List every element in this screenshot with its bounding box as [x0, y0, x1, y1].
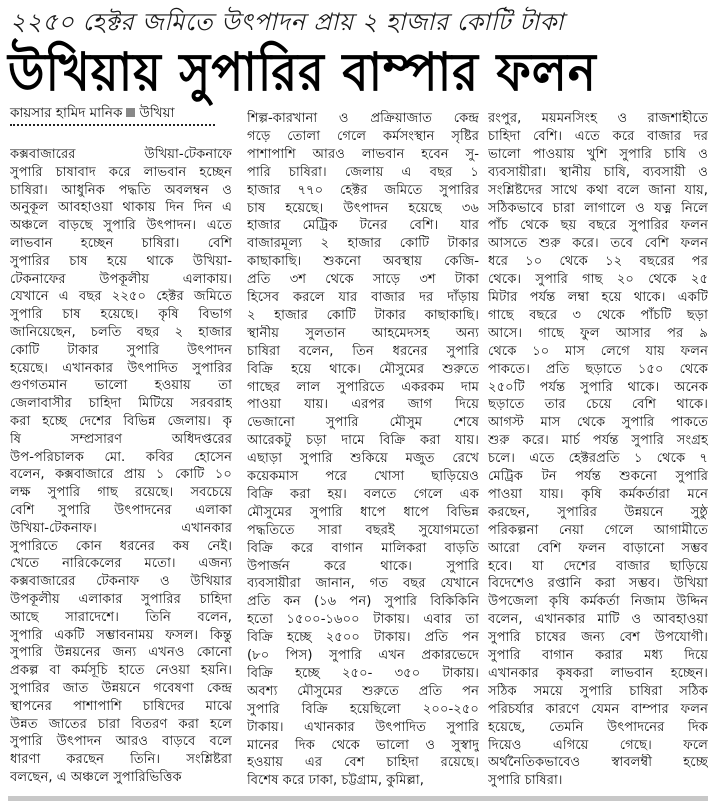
article-text-line: পদ্ধতিতে সারা বছরই সুযোগমতো [247, 522, 479, 538]
article-text-line: চাষ হয়েছে। উৎপাদন হয়েছে ৩৬ [247, 200, 479, 216]
article-text-line: মানের দিক থেকে ভালো ও সুস্বাদু [247, 737, 479, 753]
article-text-line: উপার্জন করে থাকে। সুপারি [247, 558, 479, 574]
article-text-line: সুপারি চাষ হয়েছে। কৃষি বিভাগ [10, 307, 232, 323]
article-text-line: বিক্রি হচ্ছে ২৫০- ৩৫০ টাকায়। [247, 665, 479, 681]
article-text-line: সঠিক সময়ে সুপারি চাষিরা সঠিক [488, 683, 708, 699]
article-text-line: সুপারির চাষ হয়ে থাকে উখিয়া- [10, 253, 232, 269]
article-text-line: অনুকূল আবহাওয়া থাকায় দিন দিন এ [10, 200, 232, 216]
article-text-line: চাষিরা বলেন, তিন ধরনের সুপারি [247, 343, 479, 359]
article-text-line: হাজার মেট্রিক টনের বেশি। যার [247, 218, 479, 234]
article-text-line: হাজার ৭৭০ হেক্টর জমিতে সুপারির [247, 182, 479, 198]
article-text-line: বিক্রি হচ্ছে ২৫০০ টাকায়। প্রতি পন [247, 630, 479, 646]
article-text-line: থেকে। সুপারি গাছ ২০ থেকে ২৫ [488, 272, 708, 288]
article-text-line: প্রতি ৩শ থেকে সাড়ে ৩শ টাকা [247, 272, 479, 288]
article-text-line: প্রতি কন (১৬ পন) সুপারি বিকিকিনি [247, 594, 479, 610]
article-text-line: বিক্রি করা হয়। বলতে গেলে এক [247, 486, 479, 502]
article-text-line: কাছাকাছি। শুকনো অবস্থায় কেজি- [247, 254, 479, 270]
article-text-line: সুপারিতে কোন ধরনের কষ নেই। [10, 538, 232, 554]
article-text-line: বলেন, এখানকার মাটি ও আবহাওয়া [488, 612, 708, 628]
article-text-line: ব্যবসায়ীরা। স্থানীয় চাষি, ব্যবসায়ী ও [488, 164, 708, 180]
article-text-line: সুপারি উৎপাদন আরও বাড়বে বলে [10, 734, 232, 750]
article-text-line: হওয়ায় এর বেশ চাহিদা রয়েছে। [247, 755, 479, 771]
byline-location: উখিয়া [139, 105, 175, 121]
article-text-line: কক্সবাজারের টেকনাফ ও উখিয়ার [10, 574, 232, 590]
article-text-line: সুপারি বাগান করার মধ্য দিয়ে [488, 648, 708, 663]
article-text-line: হিসেব করলে যার বাজার দর দাঁড়ায় [247, 290, 479, 305]
article-text-line: বিদেশেও রপ্তানি করা সম্ভব। উখিয়া [488, 576, 708, 592]
article-text-line: শুরু করে। মার্চ পর্যন্ত সুপারি সংগ্রহ [488, 433, 708, 449]
article-text-line: মৌসুমের সুপারি ধাপে ধাপে বিভিন্ন [247, 504, 479, 520]
article-text-line: পাশাপাশি আরও লাভবান হবেন সু- [247, 146, 479, 162]
article-text-line: টেকনাফের উপকূলীয় এলাকায়। [10, 271, 232, 287]
article-text-line: পাওয়া যায়। কৃষি কর্মকর্তারা মনে [488, 486, 708, 502]
article-text-line: চাহিদা বেশি। এতে করে বাজার দর [488, 128, 708, 144]
article-text-line: দিয়েও এগিয়ে গেছে। ফলে [488, 737, 708, 753]
article-text-line: উপকূলীয় এলাকার সুপারির চাহিদা [10, 592, 232, 607]
article-text-line: আরেকটু চড়া দামে বিক্রি করা যায়। [247, 433, 479, 449]
article-text-line: অঞ্চলে বাড়ছে সুপারি উৎপাদন। এতে [10, 218, 232, 234]
article-text-line: সুপারি একটি সম্ভাবনাময় ফসল। কিন্তু [10, 627, 232, 643]
article-text-line: বিক্রি হয়ে থাকে। মৌসুমের শুরুতে [247, 361, 479, 377]
article-text-line: ব্যবসায়ীরা জানান, গত বছর যেখানে [247, 576, 479, 592]
article-text-line: গাছের লাল সুপারিতে একরকম দাম [247, 379, 479, 395]
article-text-line: বলছেন, এ অঞ্চলে সুপারিভিত্তিক [10, 770, 182, 785]
article-text-line: হতো ১৫০০-১৬০০ টাকায়। এবার তা [247, 612, 479, 628]
article-text-line: হবে। যা দেশের বাজার ছাড়িয়ে [488, 558, 708, 574]
article-text-line: বলেন, কক্সবাজারে প্রায় ১ কোটি ১০ [10, 467, 232, 483]
article-text-line: সঠিকভাবে চারা লাগালে ও যত্ন নিলে [488, 200, 708, 216]
article-text-line: সুপারি বিক্রি হয়েছিলো ২০০-২৫০ [247, 701, 479, 717]
article-text-line: যেখানে এ বছর ২২৫০ হেক্টর জমিতে [10, 289, 232, 305]
article-text-line: সুপারি উন্নয়নের জন্য এখনও কোনো [10, 645, 232, 661]
article-text-line: আছে সারাদেশে। তিনি বলেন, [10, 609, 232, 625]
article-text-line: রংপুর, ময়মনসিংহ ও রাজশাহীতে [488, 111, 708, 126]
article-text-line: ধারণা করছেন তিনি। সংশ্লিষ্টরা [10, 752, 232, 768]
article-text-line: ষি সম্প্রসারণ অধিদপ্তরের [10, 431, 232, 447]
article-text-line: জানিয়েছেন, চলতি বছর ২ হাজার [10, 325, 232, 340]
article-headline: উখিয়ায় সুপারির বাম্পার ফলন [8, 42, 597, 104]
article-text-line: স্থাপনের পাশাপাশি চাষিদের মাঝে [10, 698, 232, 714]
article-text-line: এছাড়া সুপারি শুকিয়ে মজুত রেখে [247, 451, 479, 467]
byline-divider [10, 124, 215, 126]
article-text-line: বিক্রি করে বাগান মালিকরা বাড়তি [247, 540, 479, 556]
article-kicker: ২২৫০ হেক্টর জমিতে উৎপাদন প্রায় ২ হাজার কোটি টাকা [10, 8, 565, 36]
article-text-line: পাঁচ থেকে ছয় বছরে সুপারির ফলন [488, 218, 708, 234]
article-text-line: গুণগতমান ভালো হওয়ায় তা [10, 378, 232, 394]
article-text-line: উন্নত জাতের চারা বিতরণ করা হলে [10, 716, 232, 732]
article-text-line: আসে। গাছে ফুল আসার পর ৯ [488, 325, 708, 341]
article-text-line: বেশি সুপারি উৎপাদনের এলাকা [10, 503, 232, 518]
article-text-line: টাকায়। এখানকার উৎপাদিত সুপারি [247, 719, 479, 735]
article-text-line: পাওয়া যায়। এরপর জাগ দিয়ে [247, 397, 479, 413]
article-text-line: মেট্রিক টন পর্যন্ত শুকনো সুপারি [488, 469, 708, 484]
article-text-line: গাছে বছরে ৩ থেকে পাঁচটি ছড়া [488, 307, 708, 323]
article-text-line: ২৫০টি পর্যন্ত সুপারি থাকে। অনেক [488, 379, 708, 395]
article-text-line: স্থানীয় সুলতান আহমেদসহ অন্য [247, 325, 479, 341]
article-text-line: জেলাবাসীর চাহিদা মিটিয়ে সরবরাহ [10, 396, 232, 412]
article-text-line: শিল্প-কারখানা ও প্রক্রিয়াজাত কেন্দ্র [247, 111, 479, 126]
article-text-line: আগস্ট মাস থেকে সুপারি পাকতে [488, 415, 708, 431]
article-text-line: হয়েছে। এখানকার উৎপাদিত সুপারির [10, 360, 232, 376]
square-bullet-icon [126, 108, 135, 117]
article-text-line: সুপারি চাষের জন্য বেশ উপযোগী। [488, 630, 708, 646]
article-text-line: চলে। এতে হেক্টরপ্রতি ১ থেকে ৭ [488, 451, 708, 467]
article-text-line: পাকতে। প্রতি ছড়াতে ১৫০ থেকে [488, 361, 708, 377]
article-text-line: পারি চাষিরা। জেলায় এ বছর ১ [247, 164, 479, 180]
bottom-rule [8, 796, 708, 801]
article-text-line: কক্সবাজারের উখিয়া-টেকনাফে [10, 147, 232, 162]
byline [10, 104, 225, 122]
article-text-line: চাষিরা। আধুনিক পদ্ধতি অবলম্বন ও [10, 182, 232, 198]
article-text-line: অর্থনৈতিকভাবেও স্বাবলম্বী হচ্ছে [488, 755, 708, 771]
article-text-line: লক্ষ সুপারি গাছ রয়েছে। সবচেয়ে [10, 485, 232, 501]
article-text-line: আসতে শুরু করে। তবে বেশি ফলন [488, 236, 708, 252]
article-text-line: পরিকল্পনা নেয়া গেলে আগামীতে [488, 522, 708, 538]
article-text-line: করা হচ্ছে দেশের বিভিন্ন জেলায়। কৃ [10, 414, 232, 429]
article-text-line: ধরে ১০ থেকে ১২ বছরের পর [488, 254, 708, 270]
article-text-line: থেকে ১০ মাস লেগে যায় ফলন [488, 343, 708, 359]
article-text-line: লাভবান হচ্ছেন চাষিরা। বেশি [10, 236, 232, 251]
article-text-line: কোটি টাকার সুপারি উৎপাদন [10, 342, 232, 358]
article-text-line: সুপারির জাত উন্নয়নে গবেষণা কেন্দ্র [10, 681, 232, 696]
article-text-line: পরিচর্যার কারণে যেমন বাম্পার ফলন [488, 701, 708, 717]
article-text-line: ভালো পাওয়ায় খুশি সুপারি চাষি ও [488, 146, 708, 162]
article-text-line: (৮০ পিস) সুপারি এখন প্রকারভেদে [247, 648, 479, 663]
article-text-line: বাজারমূল্য ২ হাজার কোটি টাকার [247, 236, 479, 252]
article-text-line: ছড়াতে তার চেয়ে বেশি থাকে। [488, 397, 708, 413]
article-text-line: গড়ে তোলা গেলে কর্মসংস্থান সৃষ্টির [247, 128, 479, 144]
article-text-line: সুপারি চাষিরা। [488, 773, 563, 789]
article-text-line: সংশ্লিষ্টদের সাথে কথা বলে জানা যায়, [488, 182, 708, 198]
article-text-line: মিটার পর্যন্ত লম্বা হয়ে থাকে। একটি [488, 290, 708, 305]
article-text-line: আরো বেশি ফলন বাড়ানো সম্ভব [488, 540, 708, 556]
article-text-line: সুপারি চাষাবাদ করে লাভবান হচ্ছেন [10, 164, 232, 180]
article-text-line: প্রকল্প বা কর্মসূচি হাতে নেওয়া হয়নি। [10, 663, 232, 679]
article-text-line: হয়েছে, তেমনি উৎপাদনের দিক [488, 719, 708, 735]
article-text-line: কয়েকমাস পরে খোসা ছাড়িয়েও [247, 469, 479, 484]
article-text-line: খেতে নারিকেলের মতো। এজন্য [10, 556, 232, 572]
article-text-line: অবশ্য মৌসুমের শুরুতে প্রতি পন [247, 683, 479, 699]
article-text-line: এখানকার কৃষকরা লাভবান হচ্ছেন। [488, 665, 708, 681]
article-text-line: বিশেষ করে ঢাকা, চট্টগ্রাম, কুমিল্লা, [247, 773, 424, 789]
article-text-line: উপ-পরিচালক মো. কবির হোসেন [10, 449, 232, 465]
article-text-line: উপজেলা কৃষি কর্মকর্তা নিজাম উদ্দিন [488, 594, 708, 610]
article-text-line: ২ হাজার কোটি টাকার কাছাকাছি। [247, 307, 479, 323]
article-text-line: ভেজানো সুপারি মৌসুম শেষে [247, 415, 479, 431]
article-text-line: করছেন, সুপারির উন্নয়নে সুষ্ঠু [488, 504, 708, 520]
article-text-line: উখিয়া-টেকনাফ। এখানকার [10, 520, 232, 536]
byline-author: কায়সার হামিদ মানিক [10, 105, 123, 121]
